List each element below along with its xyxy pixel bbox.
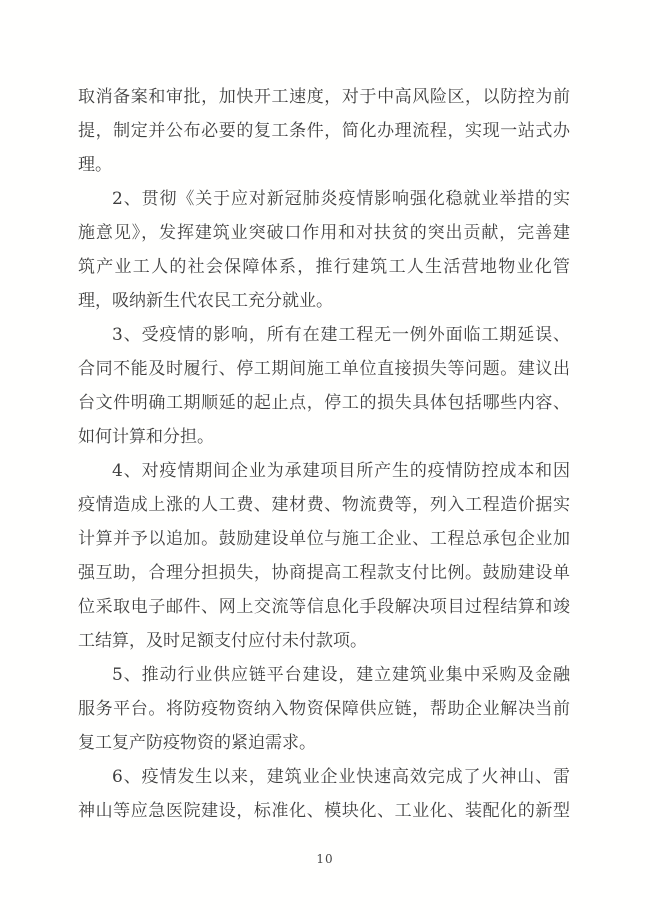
paragraph-line: 服务平台。将防疫物资纳入物资保障供应链，帮助企业解决当前: [78, 699, 570, 719]
paragraph-line: 复工复产防疫物资的紧迫需求。: [78, 733, 316, 753]
page-footer: [0, 848, 650, 867]
paragraph-line: 计算并予以追加。鼓励建设单位与施工企业、工程总承包企业加: [78, 529, 570, 549]
paragraph-line: 理，吸纳新生代农民工充分就业。: [78, 291, 333, 311]
paragraph-line: 疫情造成上涨的人工费、建材费、物流费等，列入工程造价据实: [78, 495, 570, 515]
paragraph-line: 工结算，及时足额支付应付未付款项。: [78, 631, 367, 651]
paragraph-line: 施意见》，发挥建筑业突破口作用和对扶贫的突出贡献，完善建: [78, 223, 570, 243]
paragraph-line: 6、疫情发生以来，建筑业企业快速高效完成了火神山、雷: [112, 767, 570, 787]
paragraph-line: 5、推动行业供应链平台建设，建立建筑业集中采购及金融: [112, 665, 570, 685]
paragraph-line: 筑产业工人的社会保障体系，推行建筑工人生活营地物业化管: [78, 257, 570, 277]
paragraph: [78, 760, 570, 828]
paragraph: [78, 182, 570, 318]
paragraph-line: 4、对疫情期间企业为承建项目所产生的疫情防控成本和因: [112, 461, 570, 481]
paragraph: [78, 318, 570, 454]
paragraph-line: 取消备案和审批，加快开工速度，对于中高风险区，以防控为前: [78, 87, 570, 107]
paragraph-line: 位采取电子邮件、网上交流等信息化手段解决项目过程结算和竣: [78, 597, 570, 617]
page-body: [78, 80, 570, 828]
paragraph: [78, 80, 570, 182]
paragraph: [78, 454, 570, 658]
paragraph-line: 2、贯彻《关于应对新冠肺炎疫情影响强化稳就业举措的实: [112, 189, 570, 209]
page-number: 10: [316, 852, 334, 866]
paragraph-line: 如何计算和分担。: [78, 427, 214, 447]
paragraph-line: 强互助，合理分担损失，协商提高工程款支付比例。鼓励建设单: [78, 563, 570, 583]
paragraph-line: 合同不能及时履行、停工期间施工单位直接损失等问题。建议出: [78, 359, 570, 379]
paragraph-line: 神山等应急医院建设，标准化、模块化、工业化、装配化的新型: [78, 801, 570, 821]
paragraph-line: 台文件明确工期顺延的起止点，停工的损失具体包括哪些内容、: [78, 393, 570, 413]
paragraph-line: 理。: [78, 155, 112, 175]
paragraph: [78, 658, 570, 760]
paragraph-line: 提，制定并公布必要的复工条件，简化办理流程，实现一站式办: [78, 121, 570, 141]
paragraph-line: 3、受疫情的影响，所有在建工程无一例外面临工期延误、: [112, 325, 570, 345]
